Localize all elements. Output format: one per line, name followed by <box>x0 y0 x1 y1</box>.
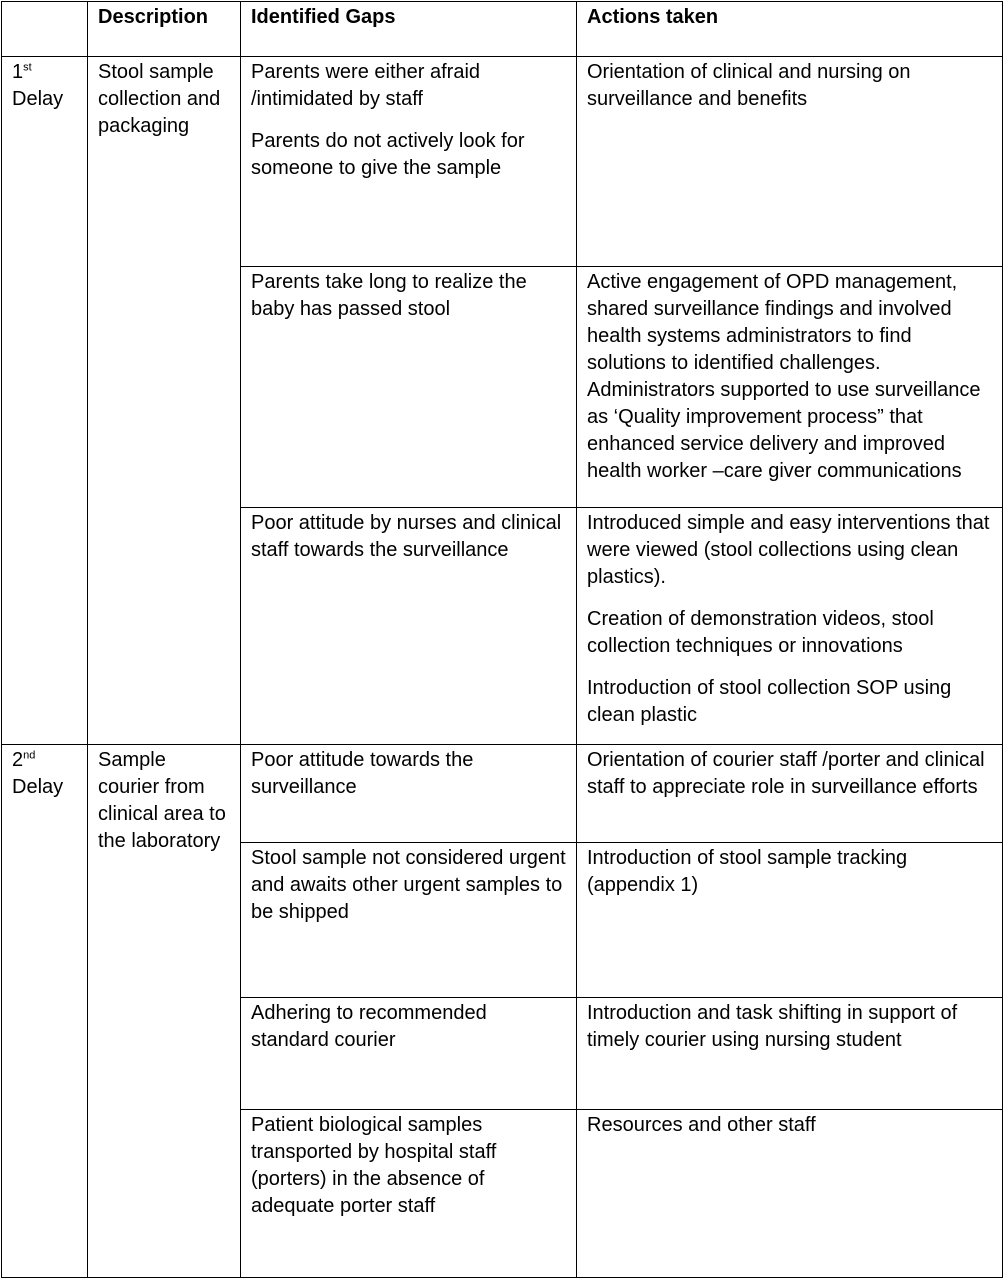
gap-cell <box>241 843 577 998</box>
delay-description-cell: Stool sample collection and packaging <box>88 57 241 745</box>
delay-number: 2 <box>12 749 24 771</box>
delay-ordinal-suffix: st <box>23 61 32 74</box>
action-cell <box>577 843 1003 998</box>
action-text: Introduction and task shifting in support of timely courier using nursing student <box>587 1002 958 1051</box>
delay-label-cell <box>2 745 88 1278</box>
action-cell <box>577 745 1003 843</box>
gap-cell <box>241 998 577 1110</box>
action-text: Introduction of stool collection SOP using clean plastic <box>587 677 952 726</box>
gap-text: Patient biological samples transported by hospital staff (porters) in the absence of adequate porter staff <box>251 1114 497 1217</box>
header-cell-index <box>2 2 88 57</box>
gap-cell <box>241 745 577 843</box>
gap-cell <box>241 1110 577 1278</box>
action-cell <box>577 267 1003 508</box>
gap-cell <box>241 57 577 267</box>
action-text: Active engagement of OPD management, shared surveillance findings and involved health systems administrators to find solutions to identified challenges. Administrators supported to use surveillance as ‘Quality improvement process” that enhanced service delivery and improved health worker –care giver communications <box>587 271 981 482</box>
delay-word: Delay <box>12 776 64 798</box>
gap-text: Poor attitude towards the surveillance <box>251 749 474 798</box>
action-text: Orientation of clinical and nursing on surveillance and benefits <box>587 61 911 110</box>
action-cell <box>577 508 1003 745</box>
gap-text: Parents take long to realize the baby has passed stool <box>251 271 527 320</box>
gap-cell <box>241 508 577 745</box>
delay-label-cell <box>2 57 88 745</box>
action-text: Introduction of stool sample tracking (appendix 1) <box>587 847 908 896</box>
action-cell <box>577 1110 1003 1278</box>
action-text: Introduced simple and easy interventions that were viewed (stool collections using clean plastics). <box>587 512 990 588</box>
delay-description-cell: Sample courier from clinical area to the laboratory <box>88 745 241 1278</box>
delay-ordinal-suffix: nd <box>23 749 36 762</box>
action-cell <box>577 998 1003 1110</box>
action-text: Orientation of courier staff /porter and clinical staff to appreciate role in surveillance efforts <box>587 749 985 798</box>
header-cell-description: Description <box>88 2 241 57</box>
action-text: Creation of demonstration videos, stool collection techniques or innovations <box>587 608 934 657</box>
gap-text: Stool sample not considered urgent and awaits other urgent samples to be shipped <box>251 847 566 923</box>
table-row <box>2 57 1003 267</box>
header-cell-actions: Actions taken <box>577 2 1003 57</box>
gap-text: Poor attitude by nurses and clinical staff towards the surveillance <box>251 512 562 561</box>
gap-cell <box>241 267 577 508</box>
gap-text: Adhering to recommended standard courier <box>251 1002 487 1051</box>
action-text: Resources and other staff <box>587 1114 816 1136</box>
gaps-actions-table <box>1 1 1003 1278</box>
table-row <box>2 745 1003 843</box>
table-header-row <box>2 2 1003 57</box>
gap-text: Parents do not actively look for someone to give the sample <box>251 130 525 179</box>
header-cell-gaps: Identified Gaps <box>241 2 577 57</box>
delay-number: 1 <box>12 61 24 83</box>
action-cell <box>577 57 1003 267</box>
gap-text: Parents were either afraid /intimidated by staff <box>251 61 481 110</box>
delay-word: Delay <box>12 88 64 110</box>
